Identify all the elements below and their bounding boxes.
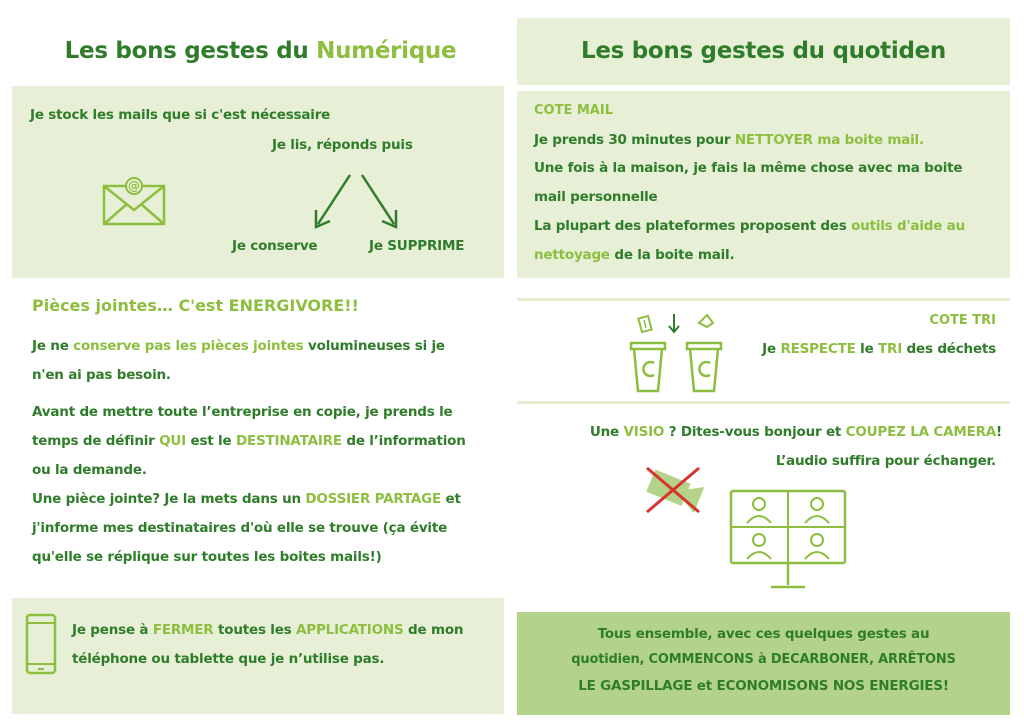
phone-box	[12, 598, 504, 714]
right-header	[517, 18, 1010, 85]
cote-mail-label: COTE MAIL	[534, 103, 613, 118]
cote-tri-label: COTE TRI	[929, 313, 996, 328]
visio-section	[517, 405, 1010, 603]
attachments-p1b: n'en ai pas besoin.	[32, 367, 171, 383]
text-run-highlight: QUI	[159, 433, 186, 449]
text-run-highlight: TRI	[878, 341, 903, 357]
text-run: volumineuses si je	[303, 338, 445, 354]
footer-box	[517, 612, 1010, 715]
text-run: La plupart des plateformes proposent des	[534, 218, 852, 234]
left-header	[18, 22, 503, 80]
right-title: Les bons gestes du quotiden	[580, 38, 947, 64]
text-run: de la boite mail.	[609, 247, 735, 263]
text-run: Une	[589, 424, 624, 440]
cote-mail-line-1	[534, 126, 924, 155]
text-run: temps de définir	[32, 433, 160, 449]
text-run: Je	[762, 341, 781, 357]
smartphone-icon	[24, 612, 60, 678]
cote-mail-line-2: Une fois à la maison, je fais la même chose avec ma boite	[534, 160, 963, 176]
mail-delete-text: Je SUPPRIME	[369, 238, 465, 254]
mail-keep-text: Je conserve	[232, 238, 318, 254]
text-run-highlight: NETTOYER ma boite mail.	[734, 132, 924, 148]
svg-text:@: @	[128, 179, 140, 193]
visio-line-2: L’audio suffira pour échanger.	[775, 453, 996, 469]
visio-line-1	[590, 418, 1002, 447]
text-run-highlight: APPLICATIONS	[296, 622, 404, 638]
text-run-highlight: conserve pas les pièces jointes	[73, 338, 304, 354]
attachments-p1	[32, 332, 445, 361]
mail-rules-box	[12, 86, 504, 278]
mail-read-text: Je lis, réponds puis	[272, 137, 413, 153]
video-conference-monitor-icon	[727, 487, 849, 595]
attachments-title: Pièces jointes… C'est ENERGIVORE!!	[32, 296, 359, 315]
attachments-p2c: ou la demande.	[32, 462, 147, 478]
attachments-p3a	[32, 485, 461, 514]
text-run: Une pièce jointe? Je la mets dans un	[32, 491, 306, 507]
text-run: Je ne	[32, 338, 74, 354]
text-run: des déchets	[902, 341, 996, 357]
text-run: de mon	[403, 622, 464, 638]
phone-text-2: téléphone ou tablette que je n’utilise pas.	[72, 651, 385, 667]
text-run: de l’information	[341, 433, 466, 449]
phone-text-1	[72, 616, 463, 645]
text-run: le	[855, 341, 879, 357]
text-run-highlight: DESTINATAIRE	[235, 433, 342, 449]
left-title-highlight: Numérique	[316, 38, 457, 64]
text-run-highlight: outils d'aide au	[851, 218, 965, 234]
attachments-section	[12, 286, 504, 586]
decision-arrows-icon	[310, 172, 402, 232]
text-run: ? Dites-vous bonjour et	[664, 424, 846, 440]
attachments-p2b	[32, 427, 466, 456]
attachments-p3c: qu'elle se réplique sur toutes les boites mails!)	[32, 549, 382, 565]
cote-mail-line-4	[534, 212, 965, 241]
text-run-highlight: RESPECTE	[780, 341, 856, 357]
text-run-highlight: DOSSIER PARTAGE	[305, 491, 442, 507]
text-run: et	[441, 491, 461, 507]
footer-line-3: LE GASPILLAGE et ECONOMISONS NOS ENERGIES!	[578, 678, 949, 694]
text-run-highlight: nettoyage	[534, 247, 610, 263]
cote-tri-text	[762, 335, 996, 364]
left-title	[18, 22, 503, 80]
text-run: Je pense à	[72, 622, 153, 638]
recycling-bins-icon	[627, 311, 737, 396]
text-run: Je prends 30 minutes pour	[534, 132, 735, 148]
text-run: toutes les	[213, 622, 297, 638]
camera-off-icon	[639, 460, 709, 520]
text-run-highlight: VISIO	[623, 424, 665, 440]
footer-line-2: quotidien, COMMENCONS à DECARBONER, ARRÊTONS	[571, 652, 956, 667]
text-run: !	[996, 424, 1002, 440]
cote-mail-line-3: mail personnelle	[534, 189, 658, 205]
mail-stock-text: Je stock les mails que si c'est nécessaire	[30, 107, 331, 123]
text-run-highlight: FERMER	[152, 622, 214, 638]
text-run: est le	[186, 433, 236, 449]
cote-tri-section	[517, 301, 1010, 399]
text-run-highlight: COUPEZ LA CAMERA	[845, 424, 997, 440]
left-title-prefix: Les bons gestes du	[64, 38, 317, 64]
cote-mail-line-5	[534, 241, 734, 270]
cote-mail-box	[517, 91, 1010, 278]
divider	[517, 401, 1010, 404]
email-envelope-icon	[102, 174, 170, 226]
footer-line-1: Tous ensemble, avec ces quelques gestes au	[597, 626, 930, 642]
attachments-p2a: Avant de mettre toute l’entreprise en copie, je prends le	[32, 404, 453, 420]
attachments-p3b: j'informe mes destinataires d'où elle se trouve (ça évite	[32, 520, 448, 536]
